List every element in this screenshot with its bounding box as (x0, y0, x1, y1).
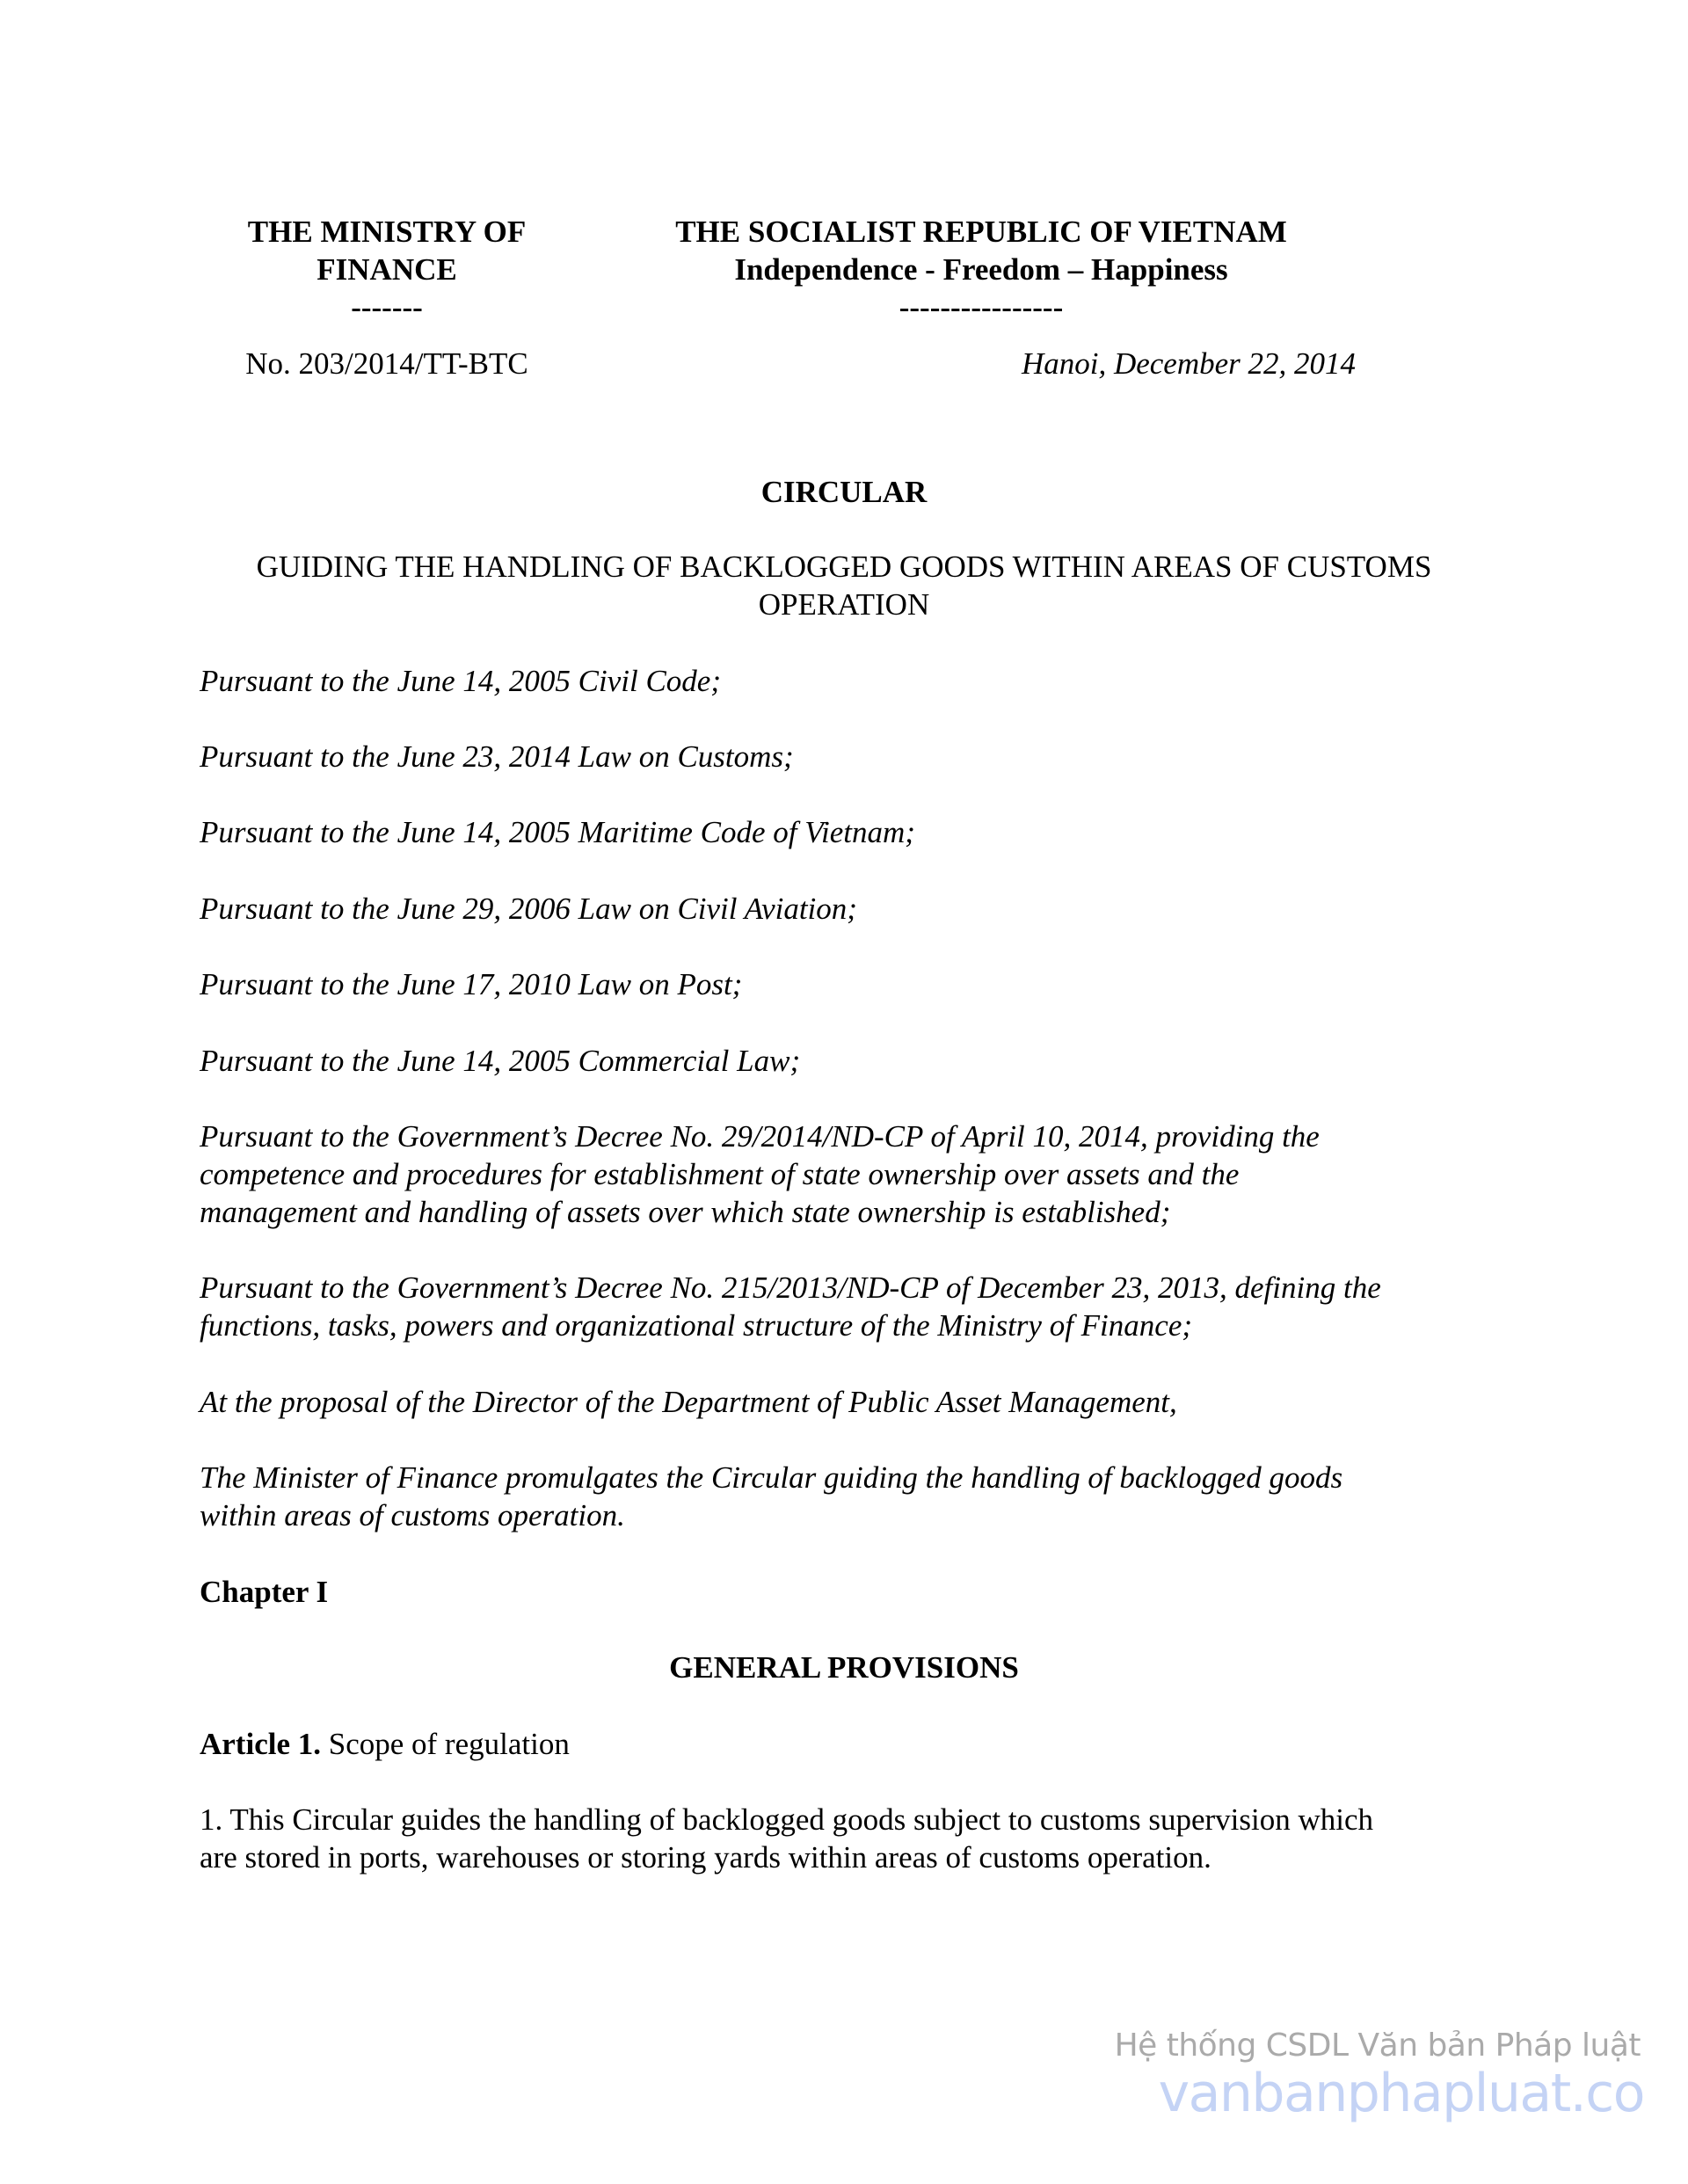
country-name: THE SOCIALIST REPUBLIC OF VIETNAM (675, 215, 1287, 249)
place-date: Hanoi, December 22, 2014 (1021, 346, 1356, 381)
document-number: No. 203/2014/TT-BTC (245, 346, 528, 381)
preamble-item-cont: functions, tasks, powers and organizational structure of the Ministry of Finance; (200, 1308, 1193, 1343)
motto-rule: ---------------- (899, 290, 1064, 324)
watermark-site: vanbanphapluat.co (1158, 2063, 1644, 2124)
agency-rule: ------- (351, 290, 423, 324)
document-type: CIRCULAR (760, 475, 928, 509)
national-motto: Independence - Freedom – Happiness (734, 252, 1228, 287)
preamble-item: Pursuant to the Government’s Decree No. 29/2014/ND-CP of April 10, 2014, providing the (200, 1119, 1320, 1154)
document-subject-line2: OPERATION (758, 587, 930, 622)
preamble-item-cont: within areas of customs operation. (200, 1498, 625, 1532)
preamble-item: Pursuant to the June 14, 2005 Commercial Law; (200, 1044, 801, 1078)
preamble-item: At the proposal of the Director of the Department of Public Asset Management, (200, 1385, 1177, 1419)
document-subject-line1: GUIDING THE HANDLING OF BACKLOGGED GOODS WITHIN AREAS OF CUSTOMS (256, 550, 1432, 584)
article-label: Article 1. (200, 1727, 321, 1761)
preamble-item-cont: management and handling of assets over which state ownership is established; (200, 1195, 1171, 1229)
preamble-item: Pursuant to the Government’s Decree No. 215/2013/ND-CP of December 23, 2013, defining the (200, 1270, 1381, 1305)
preamble-item: The Minister of Finance promulgates the Circular guiding the handling of backlogged goods (200, 1460, 1343, 1495)
preamble-item: Pursuant to the June 23, 2014 Law on Customs; (200, 739, 794, 774)
chapter-label: Chapter I (200, 1575, 329, 1609)
article-clause-cont: are stored in ports, warehouses or storing yards within areas of customs operation. (200, 1840, 1211, 1875)
chapter-title: GENERAL PROVISIONS (669, 1650, 1019, 1685)
preamble-item: Pursuant to the June 14, 2005 Civil Code; (200, 664, 721, 698)
article-heading (200, 1725, 570, 1763)
article-title: Scope of regulation (320, 1727, 570, 1761)
preamble-item: Pursuant to the June 17, 2010 Law on Post; (200, 967, 743, 1001)
agency-name-line2: FINANCE (316, 252, 457, 287)
preamble-item: Pursuant to the June 14, 2005 Maritime Code of Vietnam; (200, 815, 915, 849)
article-clause: 1. This Circular guides the handling of backlogged goods subject to customs supervision which (200, 1802, 1373, 1837)
watermark-system-name: Hệ thống CSDL Văn bản Pháp luật (1114, 2027, 1641, 2064)
preamble-item: Pursuant to the June 29, 2006 Law on Civil Aviation; (200, 892, 857, 926)
preamble-item-cont: competence and procedures for establishment of state ownership over assets and the (200, 1157, 1240, 1191)
agency-name-line1: THE MINISTRY OF (247, 215, 527, 249)
